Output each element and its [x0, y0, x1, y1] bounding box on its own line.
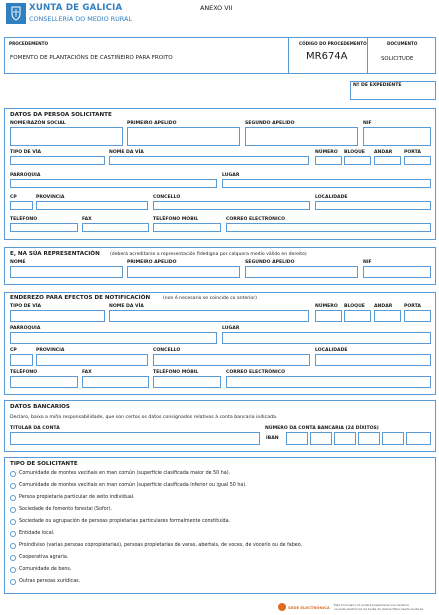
- email-input[interactable]: [226, 223, 431, 232]
- localidade-input[interactable]: [315, 201, 431, 210]
- not-email-input[interactable]: [226, 376, 431, 388]
- nif-input[interactable]: [363, 127, 431, 146]
- sede-seal-icon: [278, 603, 286, 611]
- not-movil-label: TELÉFONO MÓBIL: [153, 370, 199, 375]
- applicant-type-section: [4, 457, 436, 594]
- cp-input[interactable]: [10, 201, 33, 210]
- concello-label: CONCELLO: [153, 195, 181, 200]
- nome-via-label: NOME DA VÍA: [109, 150, 144, 155]
- lugar-input[interactable]: [222, 179, 431, 188]
- bank-declaration: Declaro, baixo a miña responsabilidade, que son certos os datos consignados relativos á conta bancaria indicada.: [10, 415, 278, 420]
- not-nome-via-label: NOME DA VÍA: [109, 304, 144, 309]
- not-provincia-input[interactable]: [36, 354, 148, 366]
- rep-nome-label: NOME: [10, 260, 26, 265]
- not-telefono-input[interactable]: [10, 376, 78, 388]
- not-cp-label: CP: [10, 348, 17, 353]
- footer-note-line2: na sede electrónica da Xunta de Galicia https://sede.xunta.es: [334, 607, 424, 611]
- account-holder-input[interactable]: [10, 432, 260, 445]
- iban-label: IBAN: [266, 436, 279, 441]
- sede-seal-label: SEDE ELECTRÓNICA: [288, 605, 330, 610]
- email-label: CORREO ELECTRÓNICO: [226, 217, 285, 222]
- provincia-label: PROVINCIA: [36, 195, 65, 200]
- applicant-type-option-4: Sociedade de fomento forestal (Sofor).: [19, 507, 113, 512]
- procedure-value: FOMENTO DE PLANTACIÓNS DE CASTIÑEIRO PARA FROITO: [10, 55, 173, 61]
- applicant-title: DATOS DA PERSOA SOLICITANTE: [10, 112, 112, 118]
- numero-input[interactable]: [315, 156, 342, 165]
- nif-label: NIF: [363, 121, 372, 126]
- rep-apelido2-input[interactable]: [245, 266, 358, 278]
- nome-via-input[interactable]: [109, 156, 309, 165]
- cp-label: CP: [10, 195, 17, 200]
- not-fax-input[interactable]: [82, 376, 149, 388]
- andar-label: ANDAR: [374, 150, 393, 155]
- not-concello-label: CONCELLO: [153, 348, 181, 353]
- applicant-type-option-8: Cooperativa agraria.: [19, 555, 69, 560]
- rep-apelido1-label: PRIMEIRO APELIDO: [127, 260, 177, 265]
- representative-title: E, NA SÚA REPRESENTACIÓN: [10, 251, 100, 257]
- applicant-type-option-3: Persoa propietaria particular de xeito individual.: [19, 495, 135, 500]
- movil-input[interactable]: [153, 223, 221, 232]
- telefono-label: TELÉFONO: [10, 217, 38, 222]
- account-holder-label: TITULAR DA CONTA: [10, 426, 60, 431]
- apelido1-input[interactable]: [127, 127, 240, 146]
- applicant-type-title: TIPO DE SOLICITANTE: [10, 461, 78, 467]
- not-lugar-input[interactable]: [222, 332, 431, 344]
- rep-nome-input[interactable]: [10, 266, 123, 278]
- bank-title: DATOS BANCARIOS: [10, 404, 70, 410]
- not-cp-input[interactable]: [10, 354, 33, 366]
- rep-apelido1-input[interactable]: [127, 266, 240, 278]
- fax-input[interactable]: [82, 223, 149, 232]
- parroquia-label: PARROQUIA: [10, 173, 41, 178]
- not-telefono-label: TELÉFONO: [10, 370, 38, 375]
- tipo-via-input[interactable]: [10, 156, 105, 165]
- footer-note-line1: Este formulario só poderá presentarse nos rexistros: [334, 603, 409, 607]
- applicant-type-option-6: Entidade local.: [19, 531, 55, 536]
- nome-input[interactable]: [10, 127, 123, 146]
- department-name: CONSELLERÍA DO MEDIO RURAL: [29, 15, 132, 23]
- not-bloque-input[interactable]: [344, 310, 371, 322]
- not-concello-input[interactable]: [153, 354, 310, 366]
- annex-label: ANEXO VII: [200, 4, 233, 12]
- apelido1-label: PRIMEIRO APELIDO: [127, 121, 177, 126]
- numero-label: NÚMERO: [315, 150, 338, 155]
- not-fax-label: FAX: [82, 370, 92, 375]
- concello-input[interactable]: [153, 201, 310, 210]
- not-localidade-label: LOCALIDADE: [315, 348, 348, 353]
- account-block-1[interactable]: [310, 432, 332, 445]
- account-block-5[interactable]: [406, 432, 431, 445]
- procedure-label: PROCEDEMENTO: [9, 41, 49, 46]
- iban-input[interactable]: [286, 432, 308, 445]
- shield-icon: [6, 3, 26, 24]
- lugar-label: LUGAR: [222, 173, 240, 178]
- procedure-code-label: CÓDIGO DO PROCEDEMENTO: [299, 41, 367, 46]
- applicant-type-option-5: Sociedade ou agrupación de persoas propietarias particulares formalmente constituída.: [19, 519, 231, 524]
- telefono-input[interactable]: [10, 223, 78, 232]
- xunta-logo: [6, 3, 26, 24]
- applicant-type-option-2: Comunidade de montes veciñais en man común (superficie clasificada inferior ou igual 50 ha).: [19, 483, 247, 488]
- parroquia-input[interactable]: [10, 179, 217, 188]
- account-block-2[interactable]: [334, 432, 356, 445]
- not-porta-input[interactable]: [404, 310, 431, 322]
- not-email-label: CORREO ELECTRÓNICO: [226, 370, 285, 375]
- not-parroquia-input[interactable]: [10, 332, 217, 344]
- applicant-type-radio-3[interactable]: [10, 495, 16, 501]
- applicant-type-radio-10[interactable]: [10, 579, 16, 585]
- representative-note: (deberá acreditarse a representación fidedigna por calquera medio válido en dereito): [110, 252, 307, 257]
- applicant-type-radio-4[interactable]: [10, 507, 16, 513]
- org-name: XUNTA DE GALICIA: [29, 3, 123, 13]
- not-movil-input[interactable]: [153, 376, 221, 388]
- localidade-label: LOCALIDADE: [315, 195, 348, 200]
- not-tipo-via-label: TIPO DE VÍA: [10, 304, 42, 309]
- applicant-type-option-7: Proindiviso (varias persoas copropietarias), persoas propietarias de varas, abertais, de voces, de vocerío ou de fabeo.: [19, 543, 303, 548]
- porta-label: PORTA: [404, 150, 421, 155]
- account-block-4[interactable]: [382, 432, 404, 445]
- rep-apelido2-label: SEGUNDO APELIDO: [245, 260, 295, 265]
- applicant-type-option-9: Comunidade de bens.: [19, 567, 72, 572]
- provincia-input[interactable]: [36, 201, 148, 210]
- notification-title: ENDEREZO PARA EFECTOS DE NOTIFICACIÓN: [10, 295, 151, 301]
- applicant-type-radio-8[interactable]: [10, 555, 16, 561]
- andar-input[interactable]: [374, 156, 401, 165]
- not-tipo-via-input[interactable]: [10, 310, 105, 322]
- not-bloque-label: BLOQUE: [344, 304, 365, 309]
- document-label: DOCUMENTO: [387, 41, 418, 46]
- not-provincia-label: PROVINCIA: [36, 348, 65, 353]
- not-porta-label: PORTA: [404, 304, 421, 309]
- apelido2-input[interactable]: [245, 127, 358, 146]
- applicant-type-radio-6[interactable]: [10, 531, 16, 537]
- not-localidade-input[interactable]: [315, 354, 431, 366]
- rep-nif-input[interactable]: [363, 266, 431, 278]
- not-lugar-label: LUGAR: [222, 326, 240, 331]
- apelido2-label: SEGUNDO APELIDO: [245, 121, 295, 126]
- rep-nif-label: NIF: [363, 260, 372, 265]
- bloque-label: BLOQUE: [344, 150, 365, 155]
- applicant-type-radio-7[interactable]: [10, 543, 16, 549]
- not-numero-label: NÚMERO: [315, 304, 338, 309]
- not-parroquia-label: PARROQUIA: [10, 326, 41, 331]
- applicant-type-radio-9[interactable]: [10, 567, 16, 573]
- movil-label: TELÉFONO MÓBIL: [153, 217, 199, 222]
- nome-label: NOME/RAZÓN SOCIAL: [10, 121, 66, 126]
- fax-label: FAX: [82, 217, 92, 222]
- bloque-input[interactable]: [344, 156, 371, 165]
- not-andar-label: ANDAR: [374, 304, 393, 309]
- applicant-type-option-1: Comunidade de montes veciñais en man común (superficie clasificada maior de 50 ha).: [19, 471, 231, 476]
- document-value: SOLICITUDE: [381, 56, 414, 62]
- procedure-code-value: MR674A: [306, 51, 348, 62]
- applicant-type-option-10: Outras persoas xurídicas.: [19, 579, 81, 584]
- notification-note: (non é necesario se coincide co anterior): [163, 296, 257, 301]
- applicant-type-radio-2[interactable]: [10, 483, 16, 489]
- applicant-type-radio-5[interactable]: [10, 519, 16, 525]
- account-number-label: NÚMERO DA CONTA BANCARIA (24 DÍXITOS): [265, 426, 379, 431]
- not-andar-input[interactable]: [374, 310, 401, 322]
- not-nome-via-input[interactable]: [109, 310, 309, 322]
- applicant-type-radio-1[interactable]: [10, 471, 16, 477]
- tipo-via-label: TIPO DE VÍA: [10, 150, 42, 155]
- not-numero-input[interactable]: [315, 310, 342, 322]
- expediente-label: Nº DE EXPEDIENTE: [353, 83, 402, 88]
- porta-input[interactable]: [404, 156, 431, 165]
- account-block-3[interactable]: [358, 432, 380, 445]
